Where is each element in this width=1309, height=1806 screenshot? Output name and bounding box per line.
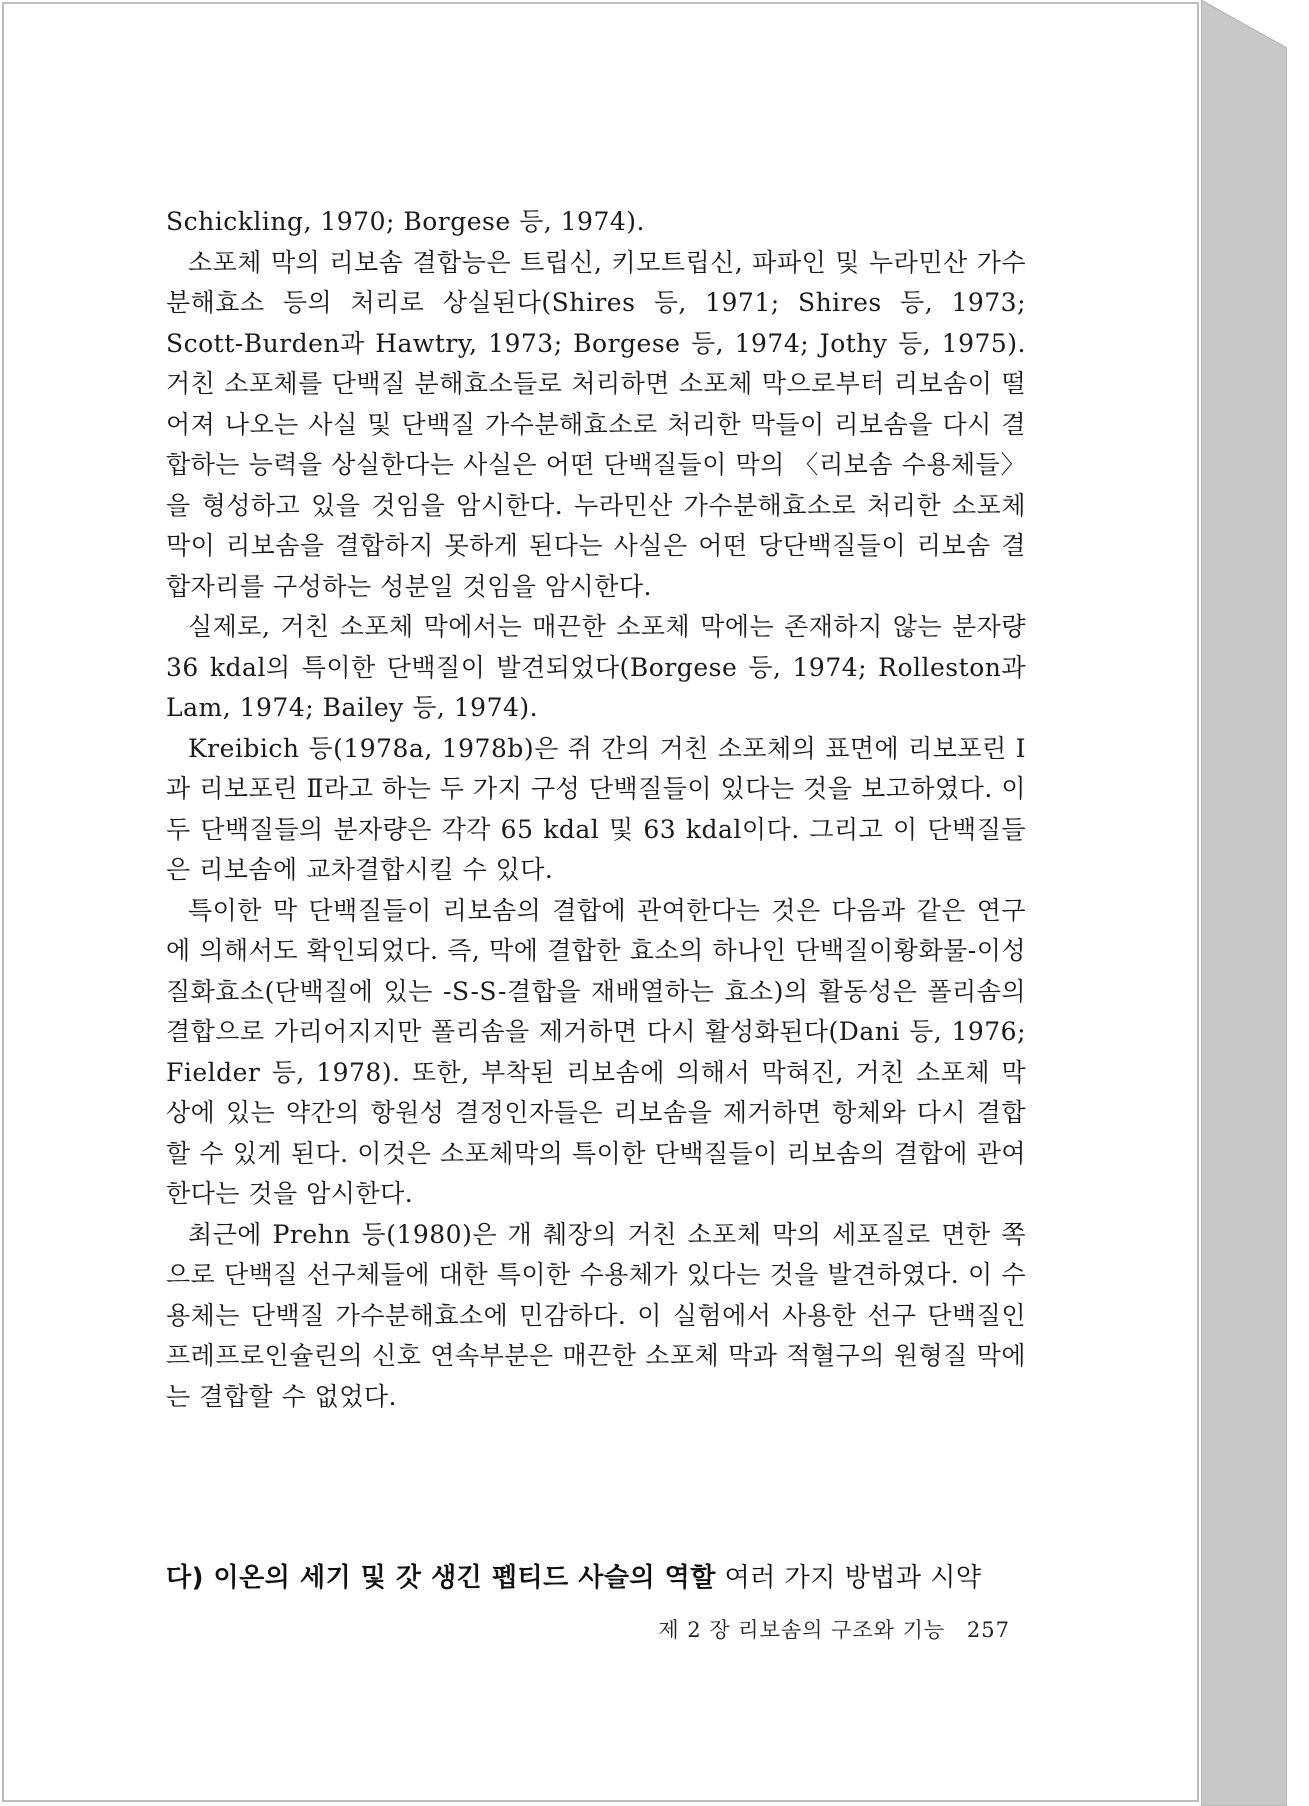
paragraph-membrane-proteins: 특이한 막 단백질들이 리보솜의 결합에 관여한다는 것은 다음과 같은 연구에 의해서도 확인되었다. 즉, 막에 결합한 효소의 하나인 단백질이황화물-이성질화효소(단백질에 있는 -S-S-결합을 재배열하는 효소)의 활동성은 폴리솜의 결합으로 가리어지지만 폴리솜을 제거하면 다시 활성화된다(Dani 등, 1976; Fielder 등, 1978). 또한, 부착된 리보솜에 의해서 막혀진, 거친 소포체 막 상에 있는 약간의 항원성 결정인자들은 리보솜을 제거하면 항체와 다시 결합할 수 있게 된다. 이것은 소포체막의 특이한 단백질들이 리보솜의 결합에 관여한다는 것을 암시한다. — [166, 895, 1026, 1208]
page-number: 257 — [966, 1618, 1010, 1642]
section-heading-label: 다) 이온의 세기 및 갓 생긴 펩티드 사슬의 역할 — [166, 1563, 716, 1593]
paragraph-continuation: Schickling, 1970; Borgese 등, 1974). — [166, 207, 645, 236]
paragraph-ribophorins: Kreibich 등(1978a, 1978b)은 쥐 간의 거친 소포체의 표면에 리보포린 Ⅰ과 리보포린 Ⅱ라고 하는 두 가지 구성 단백질들이 있다는 것을 보고하였다. 이 두 단백질들의 분자량은 각각 65 kdal 및 63 kdal이다. 그리고 이 단백질들은 리보솜에 교차결합시킬 수 있다. — [166, 733, 1026, 884]
section-heading — [166, 1560, 1026, 1596]
paragraph-ribosome-binding: 소포체 막의 리보솜 결합능은 트립신, 키모트립신, 파파인 및 누라민산 가수분해효소 등의 처리로 상실된다(Shires 등, 1971; Shires 등, 1973; Scott-Burden과 Hawtry, 1973; Borgese 등, 1974; Jothy 등, 1975). 거친 소포체를 단백질 분해효소들로 처리하면 소포체 막으로부터 리보솜이 떨어져 나오는 사실 및 단백질 가수분해효소로 처리한 막들이 리보솜을 다시 결합하는 능력을 상실한다는 사실은 어떤 단백질들이 막의 〈리보솜 수용체들〉을 형성하고 있을 것임을 암시한다. 누라민산 가수분해효소로 처리한 소포체 막이 리보솜을 결합하지 못하게 된다는 사실은 어떤 당단백질들이 리보솜 결합자리를 구성하는 성분일 것임을 암시한다. — [166, 247, 1026, 601]
body-text — [166, 202, 1026, 1417]
book-side-edge — [1201, 0, 1287, 1806]
paragraph-36kdal-protein: 실제로, 거친 소포체 막에서는 매끈한 소포체 막에는 존재하지 않는 분자량 36 kdal의 특이한 단백질이 발견되었다(Borgese 등, 1974; Rolleston과 Lam, 1974; Bailey 등, 1974). — [166, 612, 1026, 722]
chapter-title: 제 2 장 리보솜의 구조와 기능 — [658, 1618, 946, 1642]
section-heading-text: 여러 가지 방법과 시약 — [724, 1563, 982, 1593]
running-footer — [610, 1614, 1010, 1644]
paragraph-prehn-receptor: 최근에 Prehn 등(1980)은 개 췌장의 거친 소포체 막의 세포질로 면한 쪽으로 단백질 선구체들에 대한 특이한 수용체가 있다는 것을 발견하였다. 이 수용체는 단백질 가수분해효소에 민감하다. 이 실험에서 사용한 선구 단백질인 프레프로인슐린의 신호 연속부분은 매끈한 소포체 막과 적혈구의 원형질 막에는 결합할 수 없었다. — [166, 1219, 1026, 1411]
